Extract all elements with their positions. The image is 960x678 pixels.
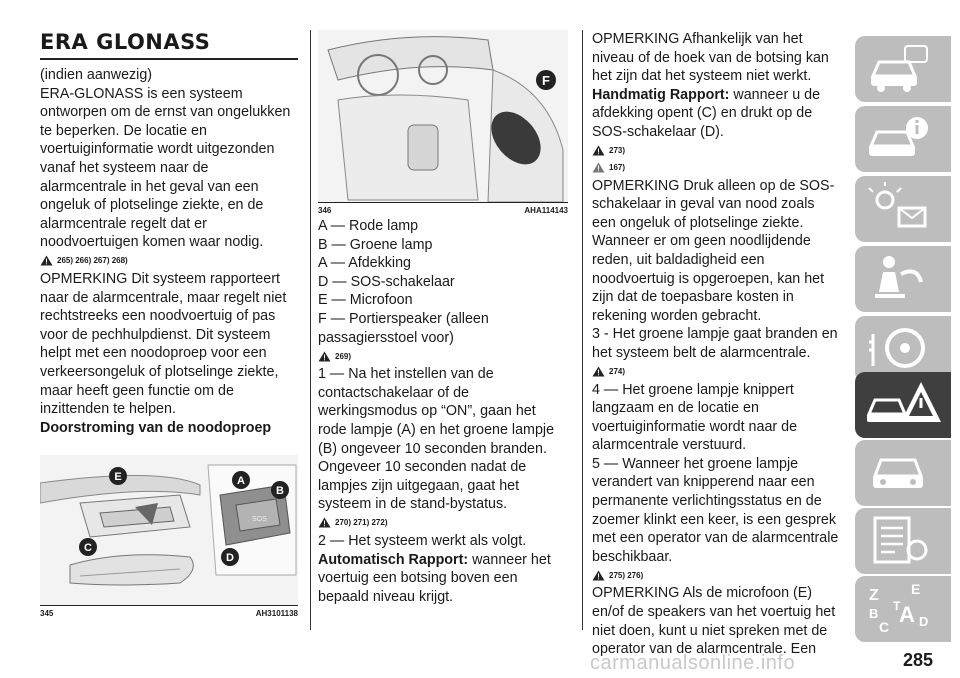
warning-triangle-icon [318,517,331,528]
svg-text:C: C [84,542,92,555]
maintenance-list-icon [865,514,935,568]
figure-345 [40,455,298,606]
warning-triangle-icon [592,570,605,581]
legend-item: A — Afdekking [318,255,411,272]
legend-item: B — Groene lamp [318,236,433,253]
overhead-console-illustration [40,455,298,605]
manual-report-text: wanneer u de afdekking opent (C) en drukt op de SOS-schakelaar (D). [592,86,821,140]
figure-number: 346 [318,206,332,215]
svg-text:D: D [919,614,929,629]
paragraph-step-5: 5 — Wanneer het groene lampje verandert van knipperend naar een permanente verlichtingsstatus en de zoemer klinkt een keer, is een gesprek met een operator van de alarmcentrale beschikbaar. [592,455,839,565]
tab-emergency[interactable] [855,372,951,438]
car-front-icon [865,446,935,500]
warning-reference [592,364,842,380]
paragraph-auto-report [318,551,568,607]
auto-report-label: Automatisch Rapport: [318,551,469,568]
watermark: carmanualsonline.info [590,652,796,674]
tab-car-i[interactable] [855,106,951,172]
tab-warning-lights[interactable] [855,176,951,242]
paragraph-manual-report [592,86,842,142]
svg-text:C: C [879,619,890,635]
figure-caption-346 [318,206,568,215]
legend-item: F — Portierspeaker (alleen passagiersstoel voor) [318,310,489,346]
warning-numbers: 273) [609,146,626,156]
figure-code: AH3101138 [255,609,298,619]
manual-report-label: Handmatig Rapport: [592,86,730,103]
paragraph-note-sos: OPMERKING Druk alleen op de SOS-schakelaar in geval van nood zoals een ongeluk of plotselinge ziekte. Wanneer er om geen noodlijdende reden, uit baldadigheid een noodvoertuig is opgeroepen, kan het zijn dat de toepasbare kosten in rekening worden gebracht. [592,177,835,324]
warning-triangle-icon [592,145,605,156]
warning-reference [592,143,842,159]
heading-rule [40,58,298,60]
caution-triangle-icon [592,162,605,173]
svg-text:E: E [114,471,122,484]
svg-text:T: T [893,599,901,613]
auto-report-text: wanneer het voertuig een botsing boven een bepaald niveau krijgt. [318,551,551,605]
caution-reference [592,160,842,176]
paragraph-step-4: 4 — Het groene lampje knippert langzaam en de locatie en voertuiginformatie wordt naar de alarmcentrale verstuurd. [592,381,798,454]
warning-reference [592,567,842,583]
figure-346 [318,30,568,203]
legend-item: D — SOS-schakelaar [318,273,455,290]
legend-item: A — Rode lamp [318,218,419,234]
door-speaker-illustration [318,30,568,202]
subheading: Doorstroming van de noodoproep [40,419,272,436]
section-heading: ERA GLONASS [40,30,211,54]
svg-text:F: F [542,73,550,88]
paragraph-note-angle: OPMERKING Afhankelijk van het niveau of de hoek van de botsing kan het zijn dat het systeem niet werkt. [592,31,829,85]
caution-numbers: 167) [609,163,626,173]
warning-triangle-icon [318,351,331,362]
tab-car-info[interactable] [855,36,951,102]
tab-airbag-seat[interactable] [855,246,951,312]
warning-numbers: 274) [609,367,626,376]
tab-maintenance-list[interactable] [855,508,951,574]
warning-reference [318,348,568,364]
page-number: 285 [903,650,934,670]
warning-numbers: 270) 271) 272) [335,518,388,528]
sos-label: SOS [252,516,267,524]
column-divider [582,30,583,630]
warning-triangle-icon [40,255,53,266]
emergency-warning-icon [865,378,941,432]
car-i-icon [865,112,935,166]
warning-triangle-icon [592,366,605,377]
svg-text:A: A [899,602,915,627]
airbag-seat-icon [865,252,935,306]
figure-number: 345 [40,609,54,619]
svg-text:D: D [226,552,234,565]
warning-lights-icon [865,182,935,236]
paragraph-step-1: 1 — Na het instellen van de contactschakelaar of de werkingsmodus op “ON”, gaan het rode lampje (A) en het groene lampje (B) ongeveer 10 seconden branden. Ongeveer 10 seconden nadat de lampjes zijn uitgegaan, gaat het systeem in de stand-bystatus. [318,366,555,513]
paragraph-note-microphone: OPMERKING Als de microfoon (E) en/of de speakers van het voertuig het niet doen, kunt u niet spreken met de operator van de alarmcentrale. Een [592,585,836,658]
svg-text:A: A [237,475,245,488]
svg-text:Z: Z [869,587,879,604]
tab-index[interactable] [855,576,951,642]
svg-text:E: E [911,582,921,597]
column-3 [592,30,842,659]
column-1 [40,30,298,620]
paragraph-step-2: 2 — Het systeem werkt als volgt. [318,532,527,549]
warning-reference [318,515,568,531]
legend-item: E — Microfoon [318,292,413,309]
figure-code: AHA114143 [524,206,568,215]
index-letters-icon [865,582,935,636]
car-info-icon [865,42,935,96]
svg-text:B: B [276,485,284,498]
paragraph-note: OPMERKING Dit systeem rapporteert naar de alarmcentrale, maar regelt niet rechtstreeks een noodvoertuig of pas voor de pechhulpdienst. Dit systeem helpt met een noodoproep voor een verkeersongeluk of plotselinge ziekte, maar heeft geen functie om de inzittenden te helpen. [40,270,287,418]
svg-text:B: B [869,606,879,621]
warning-numbers: 269) [335,351,352,361]
paragraph-intro: (indien aanwezig) [40,67,153,83]
paragraph-step-3: 3 - Het groene lampje gaat branden en het systeem belt de alarmcentrale. [592,326,838,361]
column-2 [318,30,568,606]
warning-numbers: 275) 276) [609,570,644,580]
warning-reference [40,253,298,269]
warning-numbers: 265) 266) 267) 268) [57,256,128,266]
column-divider [310,30,311,630]
steering-key-icon [865,322,935,376]
figure-caption-345 [40,609,298,618]
tab-car-front[interactable] [855,440,951,506]
paragraph-description: ERA-GLONASS is een systeem ontworpen om de ernst van ongelukken te beperken. De locatie en voertuiginformatie wordt uitgezonden vanaf het systeem naar de alarmcentrale in het geval van een ongeluk of plotselinge ziekte, en de alarmcentrale regelt dat er noodvoertuigen komen waar nodig. [40,85,291,251]
